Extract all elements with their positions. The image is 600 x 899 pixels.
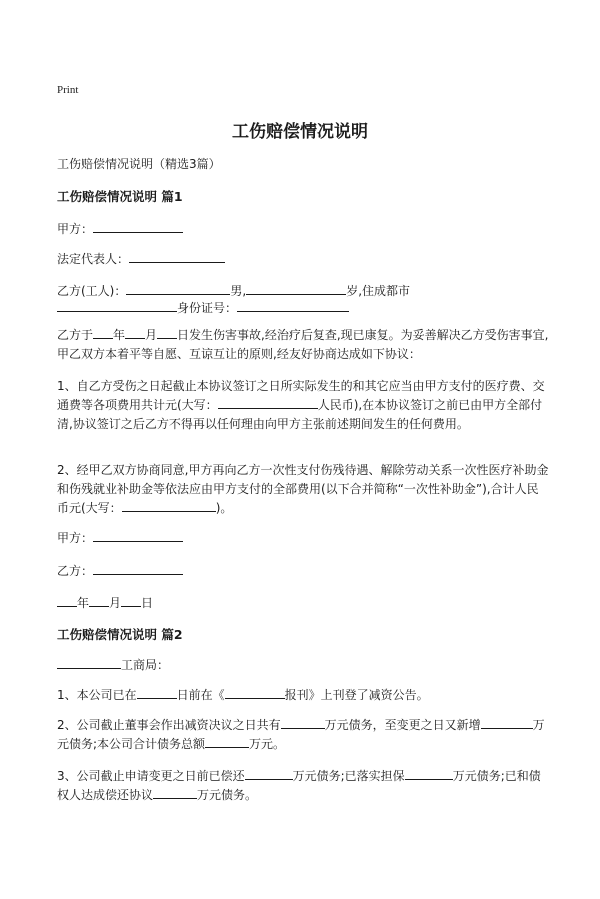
blank [481,716,533,729]
address-blank [57,299,177,312]
page-subtitle: 工伤赔偿情况说明（精选3篇） [57,157,221,171]
blank [225,686,285,699]
sign-b-line [57,562,183,579]
sign-a-line [57,529,183,546]
party-b-line [57,282,410,299]
print-label: Print [57,84,79,96]
sign-b-blank [93,562,183,575]
clause-2: 2、经甲乙双方协商同意,甲方再向乙方一次性支付伤残待遇、解除劳动关系一次性医疗补助金和伤残就业补助金等依法应由甲方支付的全部费用(以下合并简称“一次性补助金”),合计人民币元(大写： )。 [57,463,549,515]
blank [137,686,177,699]
blank [122,499,216,512]
bureau-line [57,656,169,673]
blank [125,326,145,339]
blank [93,326,113,339]
intro-paragraph: 乙方于 年 月 日发生伤害事故,经治疗后复查,现已康复。为妥善解决乙方受伤害事宜,甲乙双方本着平等自愿、互谅互让的原则,经友好协商达成如下协议： [57,328,549,361]
legal-rep-blank [129,250,225,263]
blank [205,735,249,748]
item-3: 3、公司截止申请变更之日前已偿还 万元债务;已落实担保 万元债务;已和债权人达成偿还协议 万元债务。 [57,769,541,802]
blank [89,594,109,607]
party-b-name-blank [126,282,230,295]
id-line [57,299,349,316]
date-line: 年 月 日 [57,594,153,611]
legal-rep-line [57,250,225,267]
blank [245,767,293,780]
bureau-blank [57,656,121,669]
sign-b-label: 乙方： [57,564,94,578]
page-title: 工伤赔偿情况说明 [232,122,368,142]
id-label: 身份证号： [177,301,238,315]
gender-text: 男, [230,284,247,298]
sign-a-blank [93,529,183,542]
party-a-blank [93,220,183,233]
blank [405,767,453,780]
age-city-text: 岁,住成都市 [346,284,411,298]
legal-rep-label: 法定代表人： [57,252,130,266]
blank [157,326,177,339]
item-2: 2、公司截止董事会作出减资决议之日共有 万元债务，至变更之日又新增 万元债务;本公司合计债务总额 万元。 [57,718,545,751]
bureau-label: 工商局： [121,658,170,672]
age-blank [246,282,346,295]
party-a-line [57,220,183,237]
item-1: 1、本公司已在 日前在《 报刊》上刊登了减资公告。 [57,688,429,702]
blank [218,396,318,409]
sign-a-label: 甲方： [57,531,94,545]
party-a-label: 甲方： [57,222,94,236]
section-heading-1: 工伤赔偿情况说明 篇1 [57,189,183,204]
blank [57,594,77,607]
section-heading-2: 工伤赔偿情况说明 篇2 [57,627,183,642]
party-b-label: 乙方(工人)： [57,284,127,298]
blank [281,716,325,729]
clause-1: 1、自乙方受伤之日起截止本协议签订之日所实际发生的和其它应当由甲方支付的医疗费、交通费等各项费用共计元(大写： 人民币),在本协议签订之前已由甲方全部付清,协议签订之后乙方不得再以任何理由向甲方主张前述期间发生的任何费用。 [57,379,545,431]
blank [121,594,141,607]
blank [153,786,197,799]
id-blank [237,299,349,312]
